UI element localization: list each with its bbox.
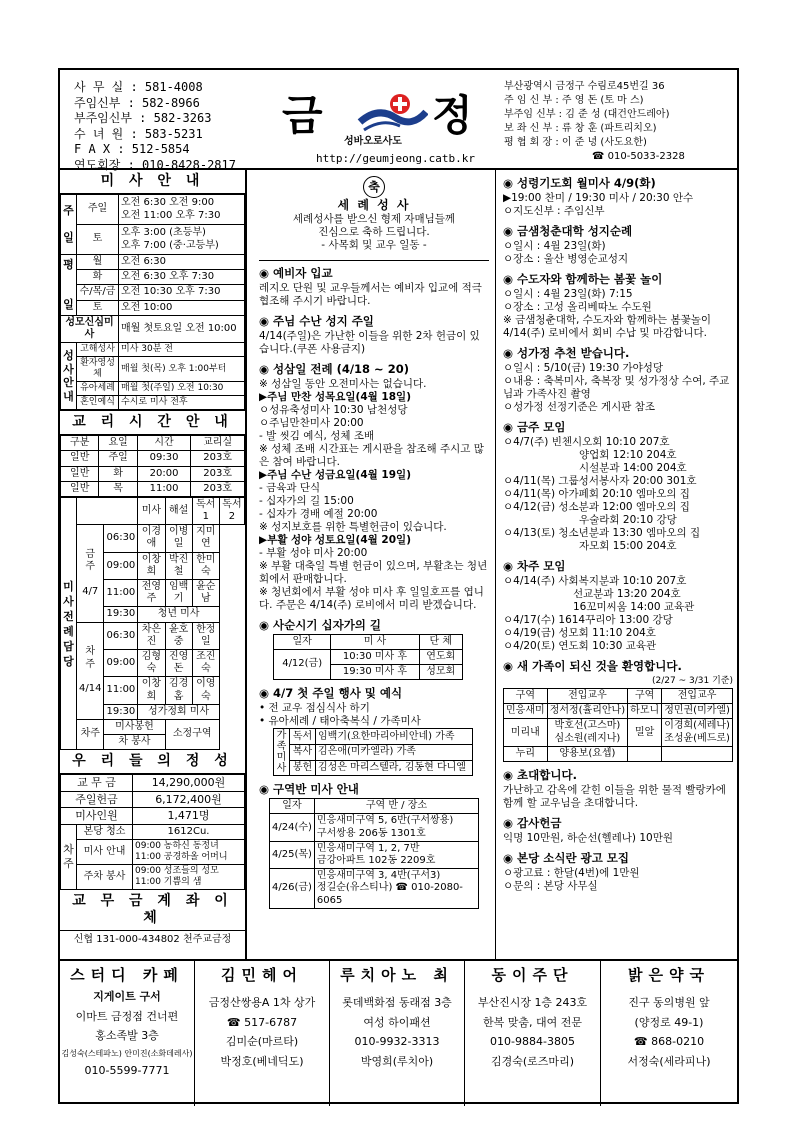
ad-line: 010-9932-3313 xyxy=(354,1035,440,1049)
ad-line: 한복 맞춤, 대여 전문 xyxy=(483,1015,582,1029)
notice-line: ㅇ일시 : 5/10(금) 19:30 가야성당 xyxy=(503,362,664,375)
notice-line: 양업회 12:10 204호 xyxy=(579,449,677,462)
notice-palm-sunday xyxy=(259,314,489,356)
cell: 주일헌금 xyxy=(61,791,133,807)
header xyxy=(60,70,737,170)
col-header: 전입교우 xyxy=(547,689,627,704)
cell: 19:30 xyxy=(104,607,138,622)
notice-body: 익명 10만원, 하순선(헬레나) 10만원 xyxy=(503,832,673,845)
notice-date-range: (2/27 ~ 3/31 기준) xyxy=(652,676,733,687)
weekday: 월 xyxy=(77,255,119,270)
cell: 김경홈 xyxy=(165,677,192,704)
cell: 양용보(요셉) xyxy=(547,746,627,761)
website-link[interactable]: http://geumjeong.catb.kr xyxy=(316,152,475,165)
district-mass-table xyxy=(269,798,479,909)
weekday-group-label: 평 일 xyxy=(61,255,77,316)
notice-line: ㅇ4/14(주) 사회복지분과 10:10 207호 xyxy=(503,575,687,588)
col-header: 전입교우 xyxy=(662,689,733,704)
staff-list xyxy=(504,80,685,164)
notice-line: - 부활 성야 미사 20:00 xyxy=(259,546,368,559)
notice-line: - 발 씻김 예식, 성체 조배 xyxy=(259,429,375,442)
cell: 일반 xyxy=(61,451,99,466)
notice-line: ㅇ장소 : 울산 병영순교성지 xyxy=(503,253,629,266)
cell: 06:30 xyxy=(104,622,138,649)
cell: 11:00 xyxy=(104,580,138,607)
notice-line: • 전 교우 점심식사 하기 xyxy=(259,702,370,715)
notice-line: ※ 성삼일 동안 오전미사는 없습니다. xyxy=(259,377,427,390)
cell: 누리 xyxy=(504,746,548,761)
notice-line: - 금육과 단식 xyxy=(259,481,321,494)
cell: 미사 안내 xyxy=(77,839,133,864)
ad-fashion xyxy=(330,960,465,1106)
ad-line: ☎ 517-6787 xyxy=(226,1015,298,1029)
col-header: 독서1 xyxy=(192,497,219,524)
notice-triduum xyxy=(259,362,489,612)
notice-spring-outing xyxy=(503,272,733,340)
notice-title: ◉ 본당 소식란 광고 모집 xyxy=(503,851,630,866)
title-char-2: 정 xyxy=(432,91,473,140)
notice-title: ◉ 감사헌금 xyxy=(503,816,562,831)
contact-line: 연도회장 : 010-8428-2817 xyxy=(74,157,236,172)
col-header: 일자 xyxy=(270,799,315,814)
cell: 윤호중 xyxy=(165,622,192,649)
sacrament-name: 유아세례 xyxy=(77,382,119,396)
cell: 소정구역 xyxy=(165,719,219,749)
contact-line: 사 무 실 : 581-4008 xyxy=(74,80,203,94)
ad-name: 루치아노 최 xyxy=(340,966,454,984)
cell: 이영숙 xyxy=(192,677,219,704)
address: 부산광역시 금정구 수림로45번길 36 xyxy=(504,81,665,92)
notice-title: ◉ 성가정 추천 받습니다. xyxy=(503,346,630,361)
left-column xyxy=(60,170,247,960)
col-header: 교리실 xyxy=(191,436,245,451)
roster-side-label: 미 사 전 례 담 당 xyxy=(61,497,77,749)
notice-invitation xyxy=(503,768,733,810)
cell: 목 xyxy=(99,481,137,496)
cell: 성가정회 미사 xyxy=(138,704,220,719)
col-header: 구역 xyxy=(504,689,548,704)
notice-line: ※ 금샘청춘대학, 수도자와 함께하는 봄꽃놀이 4/14(주) 로비에서 회비 수납 및 마감합니다. xyxy=(503,314,712,340)
cell: 차은진 xyxy=(138,622,165,649)
parish-logo-icon xyxy=(356,92,428,139)
sacrament-time: 수시로 미사 전후 xyxy=(119,396,245,410)
notice-line: ㅇ성가정 선정기준은 게시판 참조 xyxy=(503,401,656,414)
notice-line: 자모회 15:00 204호 xyxy=(579,540,677,553)
sun-label: 주일 xyxy=(77,195,119,225)
ad-line: 여성 하이패션 xyxy=(363,1015,431,1029)
col-header: 단 체 xyxy=(419,634,462,649)
cell: 1612Cu. xyxy=(133,824,245,839)
notice-line: ▶주님 만찬 성목요일(4월 18일) xyxy=(259,390,411,403)
notice-title: ◉ 사순시기 십자가의 길 xyxy=(259,617,382,632)
cell: 성모회 xyxy=(419,665,462,680)
notice-new-family xyxy=(503,659,733,762)
notice-line: 시설분과 14:00 204호 xyxy=(579,462,687,475)
celebration-icon: 축 xyxy=(363,176,385,198)
cell: 11:00 xyxy=(104,677,138,704)
notice-line: ㅇ내용 : 축복미사, 축복장 및 성가정상 수여, 주교님과 가족사진 촬영 xyxy=(503,375,730,401)
notice-line: ㅇ4/20(토) 연도회 10:30 교육관 xyxy=(503,640,657,653)
cell: 이창희 xyxy=(138,552,165,579)
notice-line: • 유아세례 / 태아축복식 / 가족미사 xyxy=(259,715,421,728)
ad-name: 김민헤어 xyxy=(221,966,303,984)
weekday-time: 오전 10:00 xyxy=(119,300,245,315)
cell: 민응새미구역 3, 4반(구서3) 정길순(유스티나) ☎ 010-2080-6065 xyxy=(314,869,478,909)
contact-line: F A X : 512-5854 xyxy=(74,142,190,156)
cell: 김성은 마리스텔라, 김동현 다니엘 xyxy=(316,760,473,776)
notice-title: ◉ 차주 모임 xyxy=(503,559,566,574)
help-label: 차주 xyxy=(77,719,104,749)
cell: 조진숙 xyxy=(192,649,219,676)
brand xyxy=(282,90,512,164)
ad-line: (양정로 49-1) xyxy=(634,1015,704,1029)
ad-line: 010-5599-7771 xyxy=(84,1064,170,1078)
col-header: 구분 xyxy=(61,436,99,451)
notice-title: ◉ 수도자와 함께하는 봄꽃 놀이 xyxy=(503,272,663,287)
cell: 이창희 xyxy=(138,677,165,704)
cell: 4/24(수) xyxy=(270,814,315,841)
cell: 09:00 농하신 동정녀 11:00 공경하올 어머니 xyxy=(133,839,245,864)
notice-line: ▶19:00 찬미 / 19:30 미사 / 20:30 안수 xyxy=(503,192,694,205)
cell: 전영주 xyxy=(138,580,165,607)
col-header: 일자 xyxy=(274,634,331,649)
sat-label: 토 xyxy=(77,225,119,255)
notice-body: 가난하고 감옥에 갇힌 이들을 위한 물적 빨랑카에 함께 할 교우님을 초대합니다. xyxy=(503,784,726,810)
cell: 민응새미구역 1, 2, 7반 금강아파트 102동 2209호 xyxy=(314,841,478,868)
cell: 밀알 xyxy=(628,719,662,746)
cell: 화 xyxy=(99,466,137,481)
cell: 09:00 xyxy=(104,649,138,676)
mass-table xyxy=(60,194,245,410)
cell: 연도회 xyxy=(419,649,462,664)
notice-line: ㅇ성유축성미사 10:30 남천성당 xyxy=(259,403,408,416)
sacrament-name: 혼인예식 xyxy=(77,396,119,410)
cell: 일반 xyxy=(61,466,99,481)
weekday: 토 xyxy=(77,300,119,315)
col-header: 요일 xyxy=(99,436,137,451)
ad-name: 스터디 카페 xyxy=(70,966,184,984)
ad-line: 김미순(마르타) xyxy=(225,1035,299,1049)
sat-times: 오후 3:00 (초등부) 오후 7:00 (중·고등부) xyxy=(119,225,245,255)
notice-stations xyxy=(259,618,489,681)
finance-title: 우 리 들 의 정 성 xyxy=(60,750,245,774)
ad-line: 김경숙(로즈마리) xyxy=(491,1054,574,1068)
cell: 복사 xyxy=(290,744,316,760)
notice-first-sunday xyxy=(259,686,489,776)
col-header: 해설 xyxy=(165,497,192,524)
ad-line: 지게이트 구서 xyxy=(93,990,161,1004)
notice-title: ◉ 주님 수난 성지 주일 xyxy=(259,313,374,328)
notice-line: ㅇ4/19(금) 성모회 11:10 204호 xyxy=(503,627,656,640)
sacrament-time: 매월 첫(주일) 오전 10:30 xyxy=(119,382,245,396)
contact-line: 수 녀 원 : 583-5231 xyxy=(74,126,203,141)
cell: 203호 xyxy=(191,481,245,496)
ad-line: 이마트 금정점 건너편 xyxy=(75,1009,179,1023)
cell: 이경희(세레나) 조성윤(베드로) xyxy=(662,719,733,746)
cell: 주일 xyxy=(99,451,137,466)
cell: 10:30 미사 후 xyxy=(331,649,419,664)
cell: 청년 미사 xyxy=(138,607,220,622)
cell: 주차 봉사 xyxy=(77,864,133,889)
cell: 19:30 xyxy=(104,704,138,719)
notice-catechumen xyxy=(259,260,489,308)
col-header: 구역 반 / 장소 xyxy=(314,799,478,814)
cell: 09:30 xyxy=(137,451,190,466)
ad-name: 밝은약국 xyxy=(628,966,710,984)
account-text: 신협 131-000-434802 천주교금정 xyxy=(73,933,232,945)
cell: 미리내 xyxy=(504,719,548,746)
weekday-time: 오전 6:30 xyxy=(119,255,245,270)
sacrament-time: 미사 30분 전 xyxy=(119,343,245,357)
notice-ads-recruit xyxy=(503,851,733,893)
notice-thanks xyxy=(503,816,733,845)
notice-this-week xyxy=(503,420,733,553)
ad-pharmacy xyxy=(601,960,737,1106)
notice-body: 레지오 단원 및 교우들께서는 예비자 입교에 적극 협조해 주시기 바랍니다. xyxy=(259,281,482,307)
title-char-1: 금 xyxy=(282,91,323,140)
notice-next-week xyxy=(503,559,733,653)
weekday-time: 오전 6:30 오후 7:30 xyxy=(119,270,245,285)
roster-table xyxy=(60,497,245,750)
notice-line: ※ 성체 조배 시간표는 게시판을 참조해 주시고 많은 참여 바랍니다. xyxy=(259,442,484,468)
contact-line: 주임신부 : 582-8966 xyxy=(74,95,200,110)
notice-title: ◉ 금주 모임 xyxy=(503,420,566,435)
finance-table xyxy=(60,774,245,889)
account-title: 교 무 금 계 좌 이 체 xyxy=(60,890,245,931)
col-header: 시간 xyxy=(137,436,190,451)
sacrament-name: 환자영성체 xyxy=(77,357,119,382)
notice-line: ㅇ4/17(수) 1614꾸리아 13:00 강당 xyxy=(503,614,673,627)
ad-hanbok xyxy=(465,960,601,1106)
cell: 정민권(미카엘) xyxy=(662,704,733,719)
cell xyxy=(628,746,662,761)
cell: 4/12(금) xyxy=(274,649,331,679)
weekday: 화 xyxy=(77,270,119,285)
notice-line: ㅇ장소 : 고성 올리베따노 수도원 xyxy=(503,301,652,314)
ad-line: 김성숙(스테파노) 안미진(소화데레사) xyxy=(61,1048,193,1058)
ad-study-cafe xyxy=(60,960,195,1106)
sun-times: 오전 6:30 오전 9:00 오전 11:00 오후 7:30 xyxy=(119,195,245,225)
cell: 박호선(고스마) 심소원(레지나) xyxy=(547,719,627,746)
staff-line: 평 협 회 장 : 이 준 녕 (사도요한) xyxy=(504,137,647,148)
cell: 20:00 xyxy=(137,466,190,481)
family-mass-table xyxy=(273,728,473,776)
ad-line: 금정산쌍용A 1차 상가 xyxy=(208,996,316,1010)
cell: 09:00 성조들의 성모 11:00 기쁨의 샘 xyxy=(133,864,245,889)
cell: 교 무 금 xyxy=(61,775,133,791)
notice-line: ▶주님 수난 성금요일(4월 19일) xyxy=(259,468,411,481)
sacrament-name: 고해성사 xyxy=(77,343,119,357)
notice-line: ※ 청년회에서 부활 성야 미사 후 일일호프를 엽니다. 주문은 4/14(주) 로비에서 미리 받겠습니다. xyxy=(259,585,484,611)
ad-hair xyxy=(195,960,330,1106)
cell: 본당 청소 xyxy=(77,824,133,839)
weekday-time: 오전 10:30 오후 7:30 xyxy=(119,285,245,300)
cell: 4/26(금) xyxy=(270,869,315,909)
cell: 203호 xyxy=(191,451,245,466)
notice-line: ㅇ일시 : 4월 23일(화) xyxy=(503,240,606,253)
notice-line: ㅇ4/11(목) 아가페회 20:10 엠마오의 집 xyxy=(503,488,690,501)
ad-line: 서정숙(세라피나) xyxy=(627,1054,711,1068)
cell: 김형숙 xyxy=(138,649,165,676)
middle-column xyxy=(249,170,496,960)
col-header: 미 사 xyxy=(331,634,419,649)
catechism-title: 교 리 시 간 안 내 xyxy=(60,410,245,435)
notice-line: ㅇ4/11(목) 그룹성서봉사자 20:00 301호 xyxy=(503,475,697,488)
baptism-title: 세 례 성 사 xyxy=(337,198,411,212)
notice-holy-family xyxy=(503,346,733,414)
cell: 203호 xyxy=(191,466,245,481)
cell: 한미숙 xyxy=(192,552,219,579)
notice-line: ㅇ지도신부 : 주임신부 xyxy=(503,205,605,218)
notice-line: 선교분과 13:20 204호 xyxy=(573,588,681,601)
staff-line: 부주임 신부 : 김 준 성 (대건안드레아) xyxy=(504,109,670,120)
cell xyxy=(662,746,733,761)
contact-list xyxy=(74,80,236,173)
cell: 진영돈 xyxy=(165,649,192,676)
baptism-notice xyxy=(259,176,489,252)
cell: 11:00 xyxy=(137,481,190,496)
cell: 봉헌 xyxy=(290,760,316,776)
catechism-table xyxy=(60,435,245,497)
notice-line: 16꼬미씨움 14:00 교육관 xyxy=(573,601,695,614)
notice-line: ㅇ주님만찬미사 20:00 xyxy=(259,416,364,429)
cell: 일반 xyxy=(61,481,99,496)
notice-line: ㅇ4/13(토) 청소년분과 13:30 엠마오의 집 xyxy=(503,527,701,540)
ad-line: 박정호(베네딕도) xyxy=(220,1054,304,1068)
cell: 독서 xyxy=(290,729,316,745)
notice-line: ㅇ4/12(금) 성소분과 12:00 엠마오의 집 xyxy=(503,501,690,514)
cell: 하모니 xyxy=(628,704,662,719)
contact-line: 부주임신부 : 582-3263 xyxy=(74,111,212,125)
notice-line: - 십자가의 길 15:00 xyxy=(259,494,354,507)
mass-title: 미 사 안 내 xyxy=(60,170,245,194)
notice-title: ◉ 4/7 첫 주일 행사 및 예식 xyxy=(259,686,403,701)
cell: 차 봉사 xyxy=(104,735,165,750)
notice-pilgrimage xyxy=(503,224,733,266)
col-header: 독서2 xyxy=(219,497,244,524)
holy-mass-label: 성모신심미사 xyxy=(61,315,119,342)
cell: 미사봉헌 xyxy=(104,719,165,734)
notice-title: ◉ 초대합니다. xyxy=(503,768,577,783)
cell: 김은애(미카엘라) 가족 xyxy=(316,744,473,760)
cell: 민응새미 xyxy=(504,704,548,719)
notice-title: ◉ 구역반 미사 안내 xyxy=(259,782,359,797)
phone: ☎ 010-5033-2328 xyxy=(592,151,685,162)
cell: 지미연 xyxy=(192,525,219,552)
cell: 4/25(목) xyxy=(270,841,315,868)
staff-line: 보 좌 신 부 : 류 창 훈 (파트리치오) xyxy=(504,123,657,134)
next-week-label: 차 주 xyxy=(61,824,77,889)
col-header: 미사 xyxy=(138,497,165,524)
ad-name: 동이주단 xyxy=(491,966,574,984)
notice-body: 4/14(주일)은 가난한 이들을 위한 2차 헌금이 있습니다.(쿠폰 사용금지) xyxy=(259,329,480,355)
ad-line: 부산진시장 1층 243호 xyxy=(477,996,588,1010)
cell: 6,172,400원 xyxy=(133,791,245,807)
parish-name: 성바오로사도 xyxy=(344,136,402,147)
weekday: 수/목/금 xyxy=(77,285,119,300)
family-mass-label: 가 족 미 사 xyxy=(274,729,290,776)
cell: 이경애 xyxy=(138,525,165,552)
bulletin-page xyxy=(58,68,739,1104)
notice-line: ※ 성지보호를 위한 특별헌금이 있습니다. xyxy=(259,520,447,533)
notice-line: ※ 부활 대축일 특별 헌금이 있으며, 부활초는 청년회에서 판매합니다. xyxy=(259,559,488,585)
ad-line: 박영희(루치아) xyxy=(360,1054,434,1068)
cell: 미사인원 xyxy=(61,808,133,824)
baptism-body: 세례성사를 받으신 형제 자매님들께 진심으로 축하 드립니다. - 사목회 및 교우 일동 - xyxy=(292,212,456,251)
notice-title: ◉ 금샘청춘대학 성지순례 xyxy=(503,224,633,239)
staff-line: 주 임 신 부 : 주 영 돈 (토 마 스) xyxy=(504,95,644,106)
notice-line: ㅇ일시 : 4월 23일(화) 7:15 xyxy=(503,288,633,301)
ad-line: 롯데백화점 동래점 3층 xyxy=(342,996,452,1010)
new-family-table xyxy=(503,688,733,762)
notice-line: ㅇ광고료 : 한달(4번)에 1만원 xyxy=(503,867,640,880)
notice-district-mass xyxy=(259,782,489,909)
cell: 민응새미구역 5, 6반(구서쌍용) 구서쌍용 206동 1301호 xyxy=(314,814,478,841)
holy-mass-time: 매월 첫토요일 오전 10:00 xyxy=(119,315,245,342)
notice-prayer-mass xyxy=(503,176,733,218)
cell: 06:30 xyxy=(104,525,138,552)
sunday-group-label: 주 일 xyxy=(61,195,77,255)
cell: 한정일 xyxy=(192,622,219,649)
cell: 윤순남 xyxy=(192,580,219,607)
notice-title: ◉ 성삼일 전례 (4/18 ~ 20) xyxy=(259,361,409,376)
cell: 14,290,000원 xyxy=(133,775,245,791)
week-label: 금 주 4/7 xyxy=(77,525,104,622)
notice-title: ◉ 성령기도회 월미사 4/9(화) xyxy=(503,176,656,190)
cell: 이병일 xyxy=(165,525,192,552)
right-column xyxy=(497,170,737,960)
ad-line: ☎ 868-0210 xyxy=(633,1035,705,1049)
notice-title: ◉ 새 가족이 되신 것을 환영합니다. xyxy=(503,659,682,674)
cell: 임백기 xyxy=(165,580,192,607)
cell: 정서정(휼리안나) xyxy=(547,704,627,719)
notice-line: - 십자가 경배 예절 20:00 xyxy=(259,507,378,520)
ad-line: 홍소족발 3층 xyxy=(95,1029,159,1043)
stations-table xyxy=(273,634,463,681)
cell: 19:30 미사 후 xyxy=(331,665,419,680)
notice-title: ◉ 예비자 입교 xyxy=(259,265,333,280)
cell: 임백기(요한마리아비안네) 가족 xyxy=(316,729,473,745)
col-header: 구역 xyxy=(628,689,662,704)
ad-line: 010-9884-3805 xyxy=(490,1035,575,1049)
notice-line: ㅇ문의 : 본당 사무실 xyxy=(503,880,598,893)
cell: 1,471명 xyxy=(133,808,245,824)
week-label: 차 주 4/14 xyxy=(77,622,104,719)
cell: 박진철 xyxy=(165,552,192,579)
sacrament-time: 매월 첫(목) 오후 1:00부터 xyxy=(119,357,245,382)
sacrament-group-label: 성 사 안 내 xyxy=(61,343,77,410)
cell: 09:00 xyxy=(104,552,138,579)
roster-corner xyxy=(77,497,138,524)
notice-line: ▶부활 성야 성토요일(4월 20일) xyxy=(259,533,411,546)
notice-line: 우술라회 20:10 강당 xyxy=(579,514,677,527)
ad-line: 진구 동의병원 앞 xyxy=(628,996,710,1010)
notice-line: ㅇ4/7(주) 빈첸시오회 10:10 207호 xyxy=(503,436,670,449)
